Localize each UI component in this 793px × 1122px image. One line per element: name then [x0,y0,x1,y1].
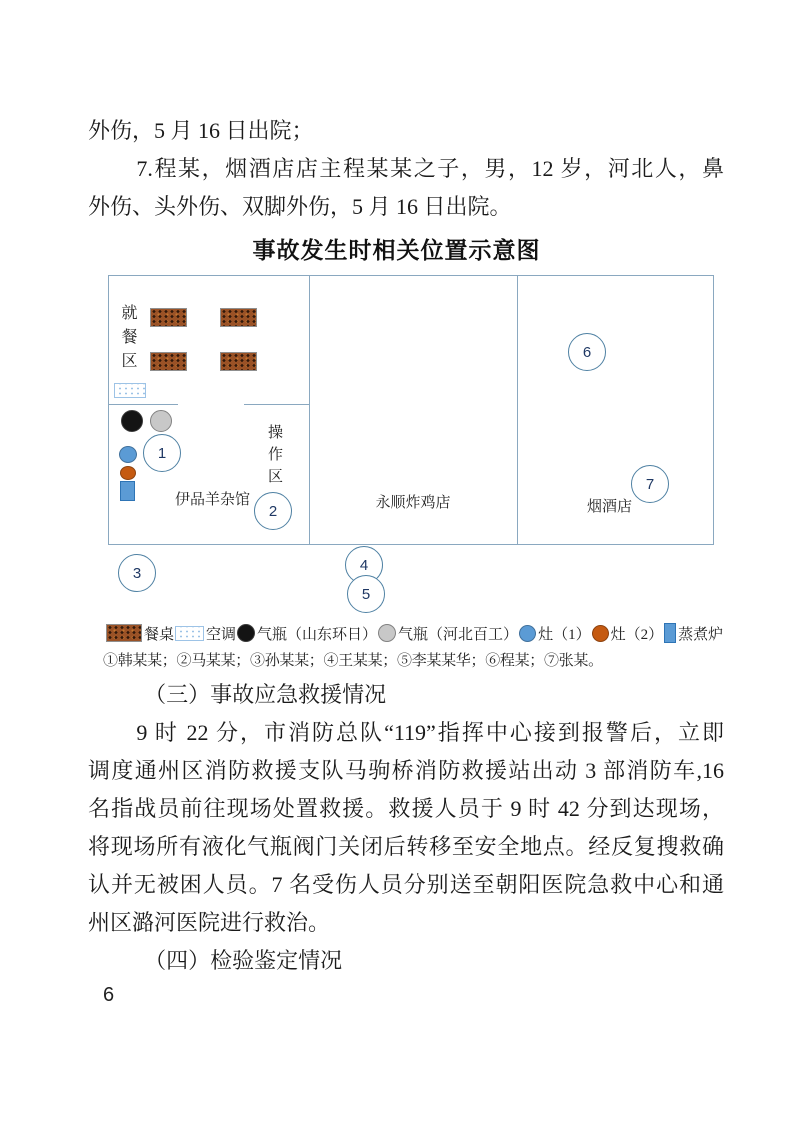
paragraph-line: 认并无被困人员。7 名受伤人员分别送至朝阳医院急救中心和通 [88,872,724,897]
person-marker-7 [631,465,669,503]
location-diagram [108,275,714,545]
table-swatch [106,624,142,642]
paragraph-line: 外伤、头外伤、双脚外伤，5 月 16 日出院。 [88,194,512,219]
dining-table-icon [150,308,187,327]
dining-table-icon [220,352,257,371]
person-marker-3 [118,554,156,592]
paragraph-line: 7.程某，烟酒店店主程某某之子，男，12 岁，河北人，鼻 [136,156,724,181]
wall-divider-right [517,276,518,544]
marker-number: 6 [582,343,592,361]
section-heading: （三）事故应急救援情况 [144,682,387,707]
person-marker-6 [568,333,606,371]
page-number: 6 [103,984,115,1006]
marker-number: 3 [132,564,142,582]
operation-area-label: 操作区 [266,424,282,490]
gas-cylinder-black-icon [121,410,143,432]
gray-cylinder-swatch [378,624,396,642]
steamer-swatch [664,623,676,643]
paragraph-line: 调度通州区消防救援支队马驹桥消防救援站出动 3 部消防车,16 [88,758,724,783]
legend-label: 灶（1） [538,626,591,643]
marker-number: 2 [268,502,278,520]
air-conditioner-swatch [175,626,204,641]
orange-stove-swatch [592,625,609,642]
person-marker-5 [347,575,385,613]
stove1-icon [119,446,137,463]
legend-people-line: ①韩某某；②马某某；③孙某某；④王某某；⑤李某某华；⑥程某；⑦张某。 [103,653,603,669]
gas-cylinder-gray-icon [150,410,172,432]
paragraph-line: 州区潞河医院进行救治。 [88,910,331,935]
dining-area-label: 就餐区 [119,304,136,376]
legend-label: 蒸煮炉 [678,626,724,643]
diagram-legend [106,620,724,646]
legend-label: 空调 [206,626,237,643]
paragraph-line: 名指战员前往现场处置救援。救援人员于 9 时 42 分到达现场， [88,796,724,821]
person-marker-1 [143,434,181,472]
blue-stove-swatch [519,625,536,642]
paragraph-line: 将现场所有液化气瓶阀门关闭后转移至安全地点。经反复搜救确 [88,834,724,859]
marker-number: 1 [157,444,167,462]
stove2-icon [120,466,136,480]
black-cylinder-swatch [237,624,255,642]
steamer-icon [120,481,135,501]
figure-title: 事故发生时相关位置示意图 [252,237,541,263]
marker-number: 4 [359,556,369,574]
shop-label-tobacco: 烟酒店 [587,499,633,515]
person-marker-2 [254,492,292,530]
dining-table-icon [220,308,257,327]
marker-number: 7 [645,475,655,493]
shop-label-yipin: 伊品羊杂馆 [175,492,251,508]
shop-label-yongshun: 永顺炸鸡店 [375,495,451,511]
paragraph-line: 9 时 22 分，市消防总队“119”指挥中心接到报警后，立即 [136,720,724,745]
marker-number: 5 [361,585,371,603]
intro-paragraph [88,112,724,226]
inner-wall-segment [109,404,178,405]
dining-table-icon [150,352,187,371]
legend-label: 灶（2） [610,626,664,643]
section-heading: （四）检验鉴定情况 [144,948,343,973]
legend-label: 餐桌 [144,626,175,643]
legend-label: 气瓶（河北百工） [398,626,519,643]
rescue-section [88,676,724,980]
legend-label: 气瓶（山东环日） [257,626,378,643]
air-conditioner-icon [114,383,146,398]
inner-wall-segment [244,404,309,405]
paragraph-line: 外伤，5 月 16 日出院； [88,118,314,143]
